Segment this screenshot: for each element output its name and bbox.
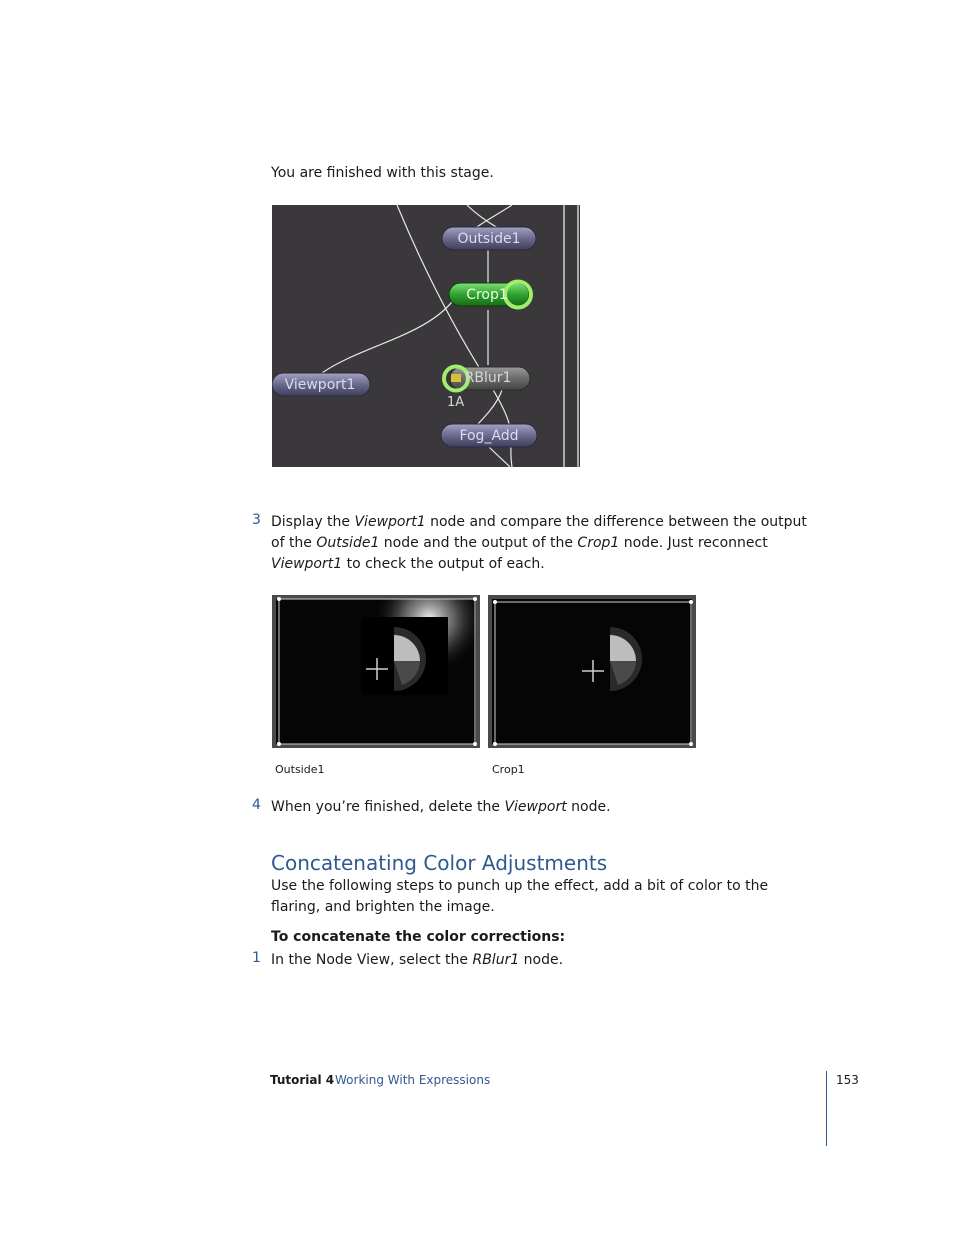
crop-node-label: Crop1 [466, 287, 508, 303]
step-4-text: When you’re finished, delete the Viewport node. [271, 799, 611, 815]
step-3-number: 3 [252, 512, 261, 528]
fog-node-label: Fog_Add [459, 428, 519, 444]
step-4-number: 4 [252, 797, 261, 813]
step-3-text: Display the Viewport1 node and compare the difference between the output of the Outside1 node and the output of the Crop1 node. Just reconnect Viewport1 to check the output of each. [271, 514, 807, 572]
footer-title: Working With Expressions [335, 1073, 491, 1087]
viewer-outside-image [272, 595, 480, 748]
procedure-heading: To concatenate the color corrections: [271, 929, 566, 945]
footer-chapter: Tutorial 4 [270, 1073, 335, 1087]
step-1-text: In the Node View, select the RBlur1 node. [271, 952, 564, 968]
viewer-crop [488, 595, 696, 748]
caption-crop: Crop1 [492, 763, 525, 776]
rblur-node-label: RBlur1 [464, 370, 512, 386]
viewer-outside [272, 595, 480, 748]
viewport-node-label: Viewport1 [284, 377, 356, 393]
section-paragraph: Use the following steps to punch up the effect, add a bit of color to the flaring, and brighten the image. [271, 878, 769, 915]
fog-node[interactable] [441, 424, 537, 447]
outside-node[interactable] [442, 227, 536, 250]
viewer-crop-image [488, 595, 696, 748]
rblur-port-icon [451, 374, 461, 382]
page-number: 153 [836, 1073, 859, 1087]
rblur-node[interactable] [444, 367, 530, 411]
viewport-node[interactable] [272, 373, 370, 396]
rblur-port-label: 1A [447, 395, 465, 410]
footer-divider [826, 1071, 827, 1146]
outside-node-label: Outside1 [457, 231, 521, 247]
crop-node[interactable] [449, 282, 531, 308]
caption-outside: Outside1 [275, 763, 325, 776]
node-graph [272, 205, 580, 467]
section-title: Concatenating Color Adjustments [271, 851, 608, 875]
node-view-screenshot [272, 205, 580, 467]
step-1-number: 1 [252, 950, 261, 966]
intro-text: You are finished with this stage. [271, 165, 494, 181]
